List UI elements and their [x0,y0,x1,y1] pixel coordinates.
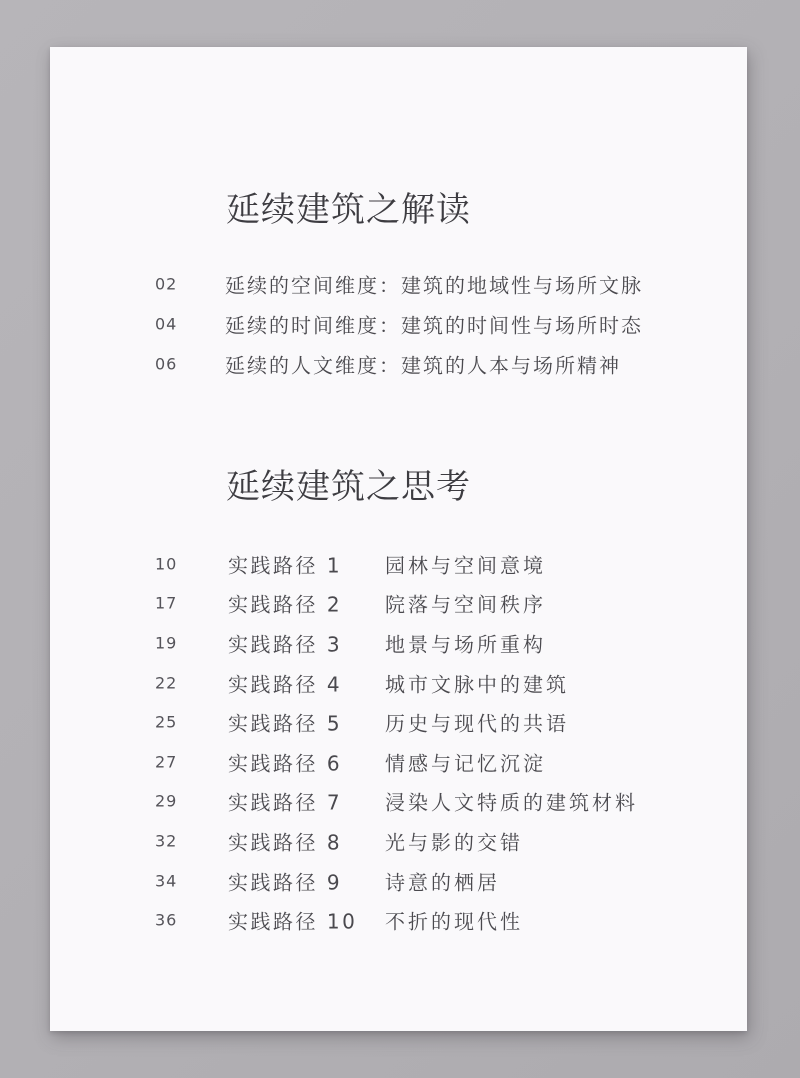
toc-page-number: 36 [155,910,178,930]
toc-entry-title: 延续的空间维度：建筑的地域性与场所文脉 [225,273,643,298]
toc-entry-label: 实践路径 2 [228,592,343,617]
section-title-reflection: 延续建筑之思考 [226,467,471,507]
toc-entry-label: 实践路径 9 [228,870,343,895]
toc-entry-label: 实践路径 3 [228,632,343,657]
toc-row [50,544,747,584]
toc-page-number: 27 [155,752,178,772]
toc-page-number: 32 [155,831,178,851]
toc-list-reflection [50,544,747,940]
toc-entry-title: 不折的现代性 [385,909,523,934]
toc-list-interpretation [50,264,747,384]
toc-entry-title: 浸染人文特质的建筑材料 [385,790,638,815]
toc-entry-title: 延续的人文维度：建筑的人本与场所精神 [225,353,621,378]
toc-row [50,782,747,822]
toc-page-number: 17 [155,593,178,613]
toc-entry-label: 实践路径 5 [228,711,343,736]
toc-entry-title: 院落与空间秩序 [385,592,546,617]
toc-row [50,702,747,742]
toc-row [50,900,747,940]
toc-row [50,344,747,384]
toc-row [50,821,747,861]
toc-row [50,663,747,703]
toc-entry-title: 历史与现代的共语 [385,711,569,736]
toc-page-number: 29 [155,791,178,811]
toc-entry-title: 园林与空间意境 [385,553,546,578]
toc-entry-title: 情感与记忆沉淀 [385,751,546,776]
toc-row [50,742,747,782]
toc-entry-label: 实践路径 6 [228,751,343,776]
toc-page-number: 34 [155,871,178,891]
toc-entry-label: 实践路径 7 [228,790,343,815]
toc-page-number: 06 [155,354,178,374]
document-page [50,47,747,1031]
toc-entry-title: 城市文脉中的建筑 [385,672,569,697]
toc-page-number: 25 [155,712,178,732]
toc-entry-title: 诗意的栖居 [385,870,500,895]
toc-row [50,861,747,901]
toc-entry-label: 实践路径 8 [228,830,343,855]
toc-row [50,304,747,344]
toc-row [50,623,747,663]
toc-page-number: 19 [155,633,178,653]
toc-page-number: 10 [155,554,178,574]
toc-entry-label: 实践路径 1 [228,553,343,578]
toc-entry-title: 光与影的交错 [385,830,523,855]
toc-page-number: 04 [155,314,178,334]
toc-entry-label: 实践路径 10 [228,909,358,934]
toc-page-number: 22 [155,673,178,693]
toc-row [50,264,747,304]
toc-entry-title: 延续的时间维度：建筑的时间性与场所时态 [225,313,643,338]
toc-entry-label: 实践路径 4 [228,672,343,697]
toc-row [50,584,747,624]
section-title-interpretation: 延续建筑之解读 [226,190,471,230]
toc-page-number: 02 [155,274,178,294]
toc-entry-title: 地景与场所重构 [385,632,546,657]
